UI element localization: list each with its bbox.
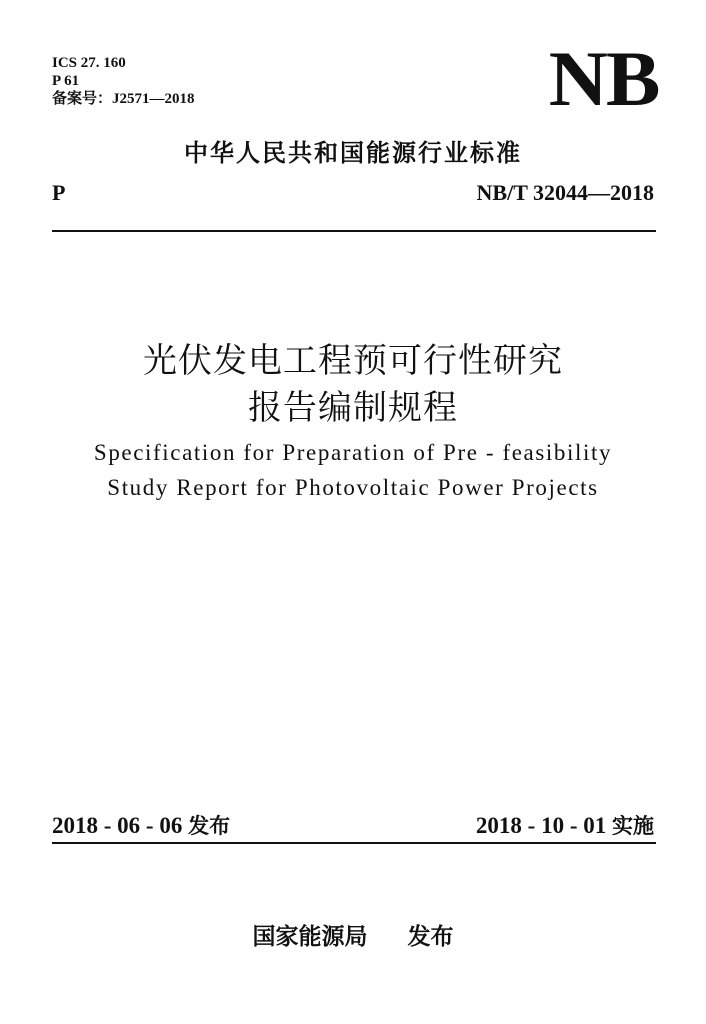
publisher-action: 发布 xyxy=(407,924,454,950)
title-cn-line2: 报告编制规程 xyxy=(248,388,458,428)
effective-date-block xyxy=(476,810,654,840)
ics-code: ICS 27. 160 xyxy=(52,55,126,71)
record-number: 备案号：J2571—2018 xyxy=(52,91,195,107)
top-divider xyxy=(52,230,656,232)
publisher-line xyxy=(0,918,706,951)
bottom-divider xyxy=(52,842,656,844)
industry-standard-heading: 中华人民共和国能源行业标准 xyxy=(184,139,522,167)
effective-label: 实施 xyxy=(612,814,654,838)
issue-label: 发布 xyxy=(188,814,231,838)
issue-date-block xyxy=(52,810,230,840)
category-code: P 61 xyxy=(52,73,80,89)
nb-logo: NB xyxy=(548,35,658,122)
header-meta xyxy=(52,54,195,108)
title-cn-line1: 光伏发电工程预可行性研究 xyxy=(143,341,563,381)
classification-letter: P xyxy=(52,180,66,205)
title-en-line1: Specification for Preparation of Pre - feasibility xyxy=(93,440,613,465)
publisher-name: 国家能源局 xyxy=(252,924,368,950)
title-en-line2: Study Report for Photovoltaic Power Projects xyxy=(107,475,599,500)
effective-date: 2018 - 10 - 01 xyxy=(475,813,607,838)
issue-date: 2018 - 06 - 06 xyxy=(52,813,183,838)
standard-number: NB/T 32044—2018 xyxy=(476,180,654,205)
